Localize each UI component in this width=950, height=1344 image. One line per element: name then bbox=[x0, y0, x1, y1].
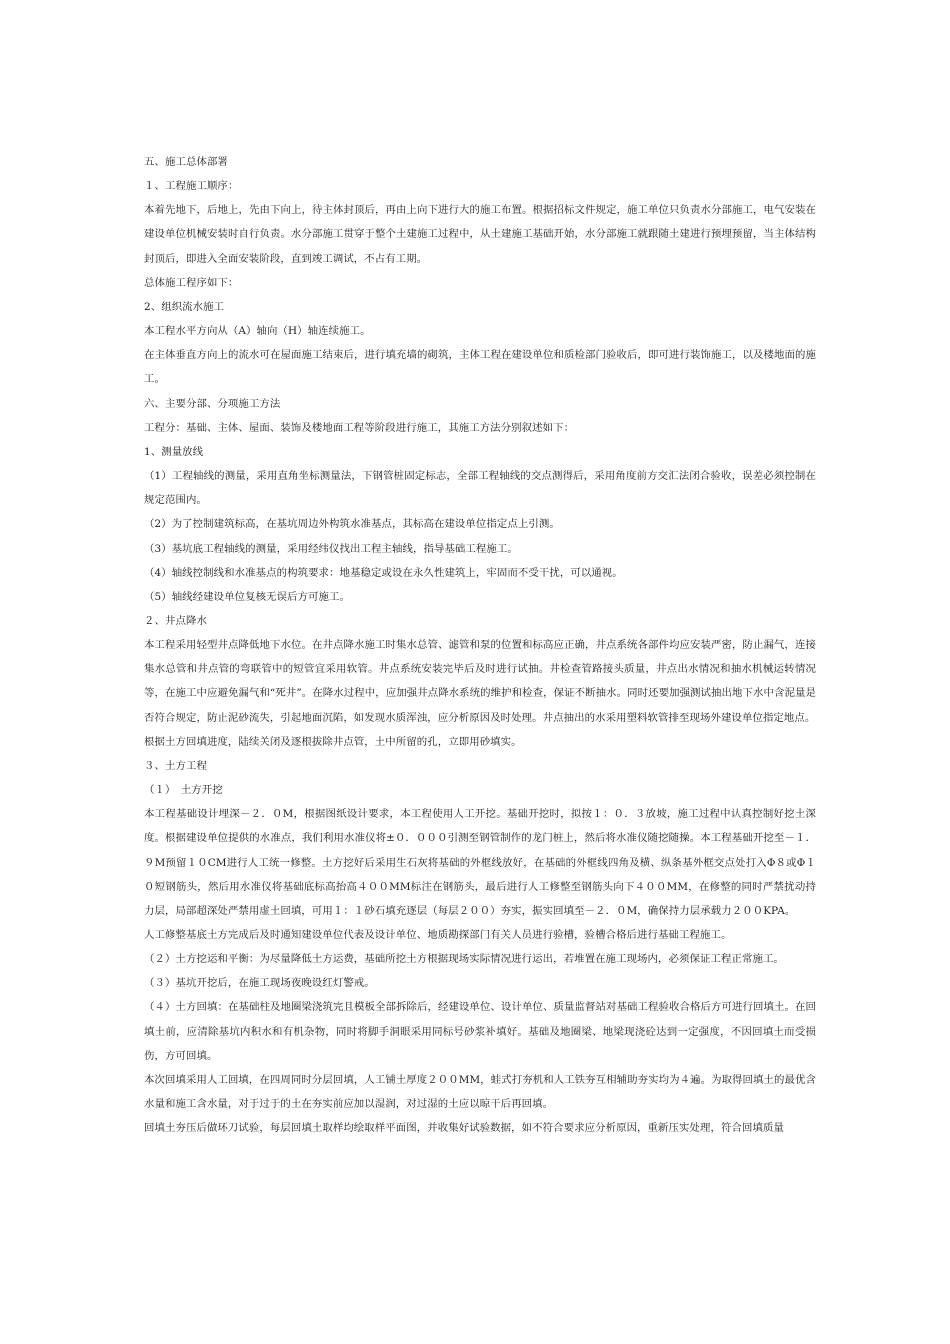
subheading-survey-layout: 1、测量放线 bbox=[144, 445, 204, 458]
section-heading-5: 五、施工总体部署 bbox=[144, 156, 228, 168]
paragraph-backfill-testing: 回填土夯压后做环刀试验，每层回填土取样均绘取样平面图，并收集好试验数据，如不符合要求应分析原因，重新压实处理，符合回填质量 bbox=[144, 1122, 784, 1135]
subheading-wellpoint-dewatering: ２、井点降水 bbox=[144, 614, 207, 627]
paragraph-survey-item-2: （2）为了控制建筑标高，在基坑周边外构筑水准基点，其标高在建设单位指定点上引测。 bbox=[144, 518, 560, 531]
paragraph-project-stages: 工程分：基础、主体、屋面、装饰及楼地面工程等阶段进行施工，其施工方法分别叙述如下： bbox=[144, 421, 575, 434]
section-heading-6: 六、主要分部、分项施工方法 bbox=[144, 397, 281, 410]
paragraph-night-warning: （３）基坑开挖后，在施工现场夜晚设红灯警戒。 bbox=[144, 977, 375, 990]
document-body bbox=[144, 150, 816, 1140]
subheading-flow-construction: 2、组织流水施工 bbox=[144, 300, 225, 313]
paragraph-survey-item-4: （4）轴线控制线和水准基点的构筑要求：地基稳定或设在永久性建筑上，牢固而不受干扰，可以通视。 bbox=[144, 566, 623, 579]
paragraph-dewatering-description: 本工程采用轻型井点降低地下水位。在井点降水施工时集水总管、滤管和泵的位置和标高应正确，井点系统各部件均应安装严密，防止漏气，连接集水总管和井点管的弯联管中的短管宜采用软管。井点系统安装完毕后及时进行试抽。井检查管路接头质量，井点出水情况和抽水机械运转情况等，在施工中应避免漏气和“死井”。在降水过程中，应加强井点降水系统的维护和检查，保证不断抽水。同时还要加强测试抽出地下水中含泥量是否符合规定，防止泥砂流失，引起地面沉陷，如发现水质浑浊，应分析原因及时处理。井点抽出的水采用塑料软管排至现场外建设单位指定地点。 bbox=[144, 639, 816, 724]
subheading-excavation: （１） 土方开挖 bbox=[144, 784, 223, 797]
paragraph-horizontal-flow: 本工程水平方向从（A）轴向（H）轴连续施工。 bbox=[144, 325, 371, 338]
paragraph-survey-item-5: （5）轴线经建设单位复核无误后方可施工。 bbox=[144, 590, 351, 603]
paragraph-earth-transport: （２）土方挖运和平衡：为尽量降低土方运费，基础所挖土方根据现场实际情况进行运出，若堆置在施工现场内，必须保证工程正常施工。 bbox=[144, 953, 784, 966]
paragraph-trench-inspection: 人工修整基底土方完成后及时通知建设单位代表及设计单位、地质勘探部门有关人员进行验槽，验槽合格后进行基础工程施工。 bbox=[144, 929, 732, 941]
paragraph-excavation-description: 本工程基础设计埋深－２．０M，根据图纸设计要求，本工程使用人工开挖。基础开挖时，拟按１：０．３放坡，施工过程中认真控制好挖土深度。根据建设单位提供的水准点，我们利用水准仪将±０．０００引测至钢管制作的龙门桩上，然后将水准仪随挖随操。本工程基础开挖至－１．９M预留１０CM进行人工统一修整。土方挖好后采用生石灰将基础的外框线放好，在基础的外框线四角及横、纵条基外框交点处打入Φ８或Φ１０短钢筋头，然后用水准仪将基础底标高抬高４００MM标注在钢筋头，最后进行人工修整至钢筋头向下４００MM，在修整的同时严禁扰动持力层，局部超深处严禁用虚土回填，可用１：１砂石填充逐层（每层２００）夯实，振实回填至－２．０M，确保持力层承载力２００KPA。 bbox=[144, 808, 816, 917]
paragraph-backfill: （４）土方回填：在基础柱及地圈梁浇筑完且模板全部拆除后，经建设单位、设计单位、质量监督站对基础工程验收合格后方可进行回填土。在回填土前，应清除基坑内积水和有机杂物，同时将脚手洞眼采用同标号砂浆补填好。基础及地圈梁、地梁现浇砼达到一定强度，不因回填土而受损伤，方可回填。 bbox=[144, 1001, 816, 1062]
paragraph-backfill-method: 本次回填采用人工回填，在四周同时分层回填，人工铺土厚度２００MM，蛙式打夯机和人工铁夯互相辅助夯实均为４遍。为取得回填土的最优含水量和施工含水量，对于过于的土在夯实前应加以湿润，对过湿的土应以晾干后再回填。 bbox=[144, 1073, 816, 1111]
paragraph-survey-item-1: （1）工程轴线的测量，采用直角坐标测量法，下钢管桩固定标志，全部工程轴线的交点测得后，采用角度前方交汇法闭合验收，误差必须控制在规定范围内。 bbox=[144, 470, 816, 507]
paragraph-overall-procedure: 总体施工程序如下： bbox=[144, 276, 239, 289]
paragraph-dewatering-closure: 根据土方回填进度，陆续关闭及逐根拔除井点管，土中所留的孔，立即用砂填实。 bbox=[144, 735, 522, 748]
subheading-construction-sequence: １、工程施工顺序： bbox=[144, 180, 239, 193]
paragraph-survey-item-3: （3）基坑底工程轴线的测量，采用经纬仪找出工程主轴线，指导基础工程施工。 bbox=[144, 542, 518, 555]
subheading-earthwork: ３、土方工程 bbox=[144, 759, 207, 772]
paragraph-vertical-flow: 在主体垂直方向上的流水可在屋面施工结束后，进行填充墙的砌筑，主体工程在建设单位和质检部门验收后，即可进行装饰施工，以及楼地面的施工。 bbox=[144, 349, 816, 386]
paragraph-sequence-description: 本着先地下，后地上，先由下向上，待主体封顶后，再由上向下进行大的施工布置。根据招标文件规定，施工单位只负责水分部施工，电气安装在建设单位机械安装时自行负责。水分部施工贯穿于整个土建施工过程中，从土建施工基础开始，水分部施工就跟随土建进行预埋预留，当主体结构封顶后，即进入全面安装阶段，直到竣工调试，不占有工期。 bbox=[144, 204, 816, 265]
